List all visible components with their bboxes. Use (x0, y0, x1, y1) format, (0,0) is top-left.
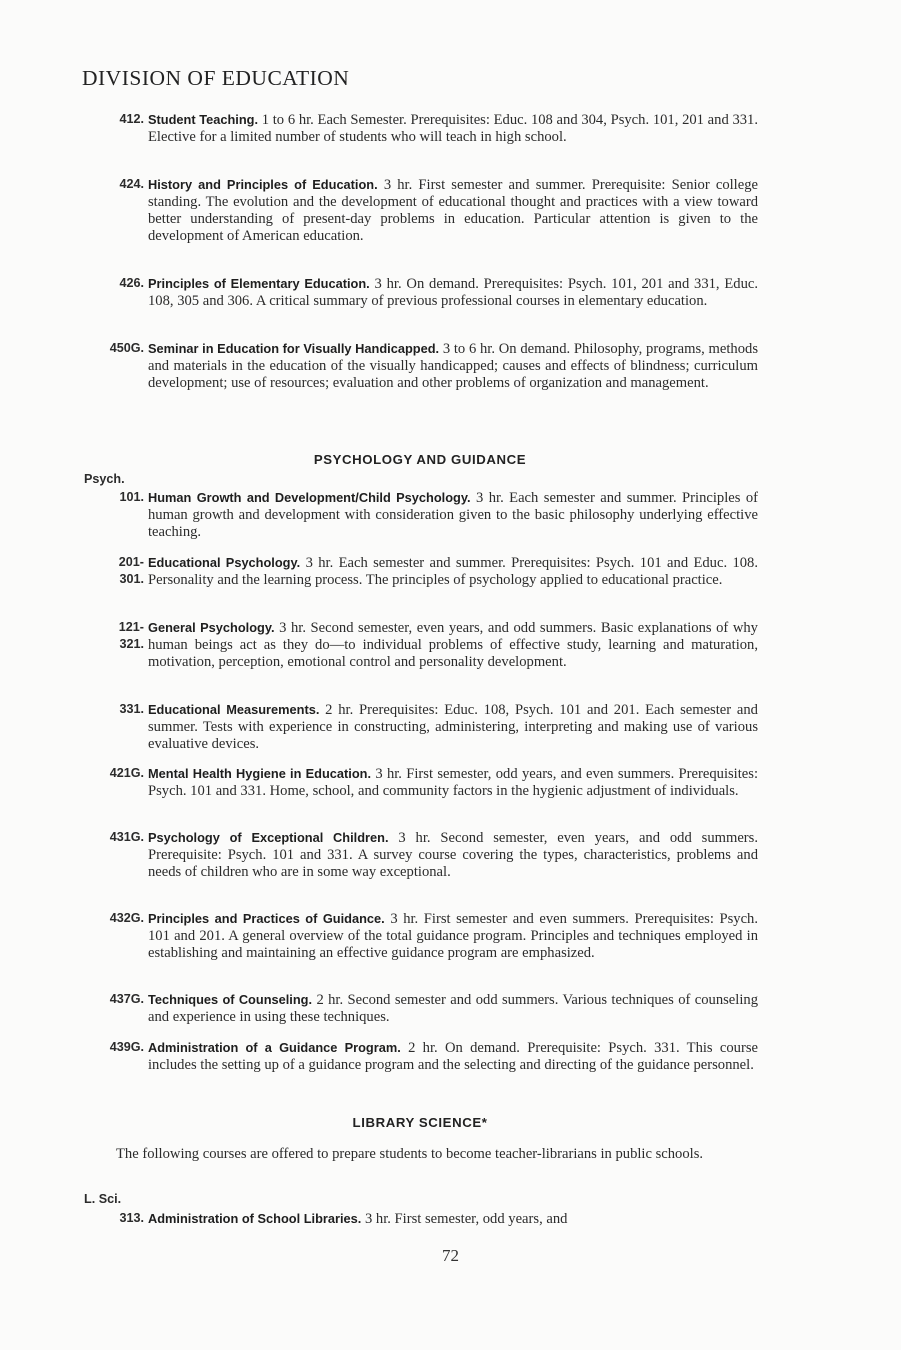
course-number: 431G. (109, 830, 144, 844)
course-number: 437G. (109, 992, 144, 1006)
course-description: 1 to 6 hr. Each Semester. Prerequisites: Educ. 108 and 304, Psych. 101, 201 and 331. Elective for a limited number of students who will teach in high school. (148, 112, 758, 145)
course-entry (82, 1210, 758, 1228)
course-description: 2 hr. Prerequisites: Educ. 108, Psych. 101 and 201. Each semester and summer. Tests with experience in constructing, administering, interpreting and making use of various evaluative devices. (148, 702, 758, 752)
section-heading-psychology: PSYCHOLOGY AND GUIDANCE (313, 452, 527, 467)
course-description: 3 hr. On demand. Prerequisites: Psych. 101, 201 and 331, Educ. 108, 305 and 306. A critical summary of previous professional courses in elementary education. (148, 276, 758, 309)
course-entry (82, 340, 758, 392)
course-title: Student Teaching. (148, 112, 259, 127)
library-intro: The following courses are offered to prepare students to become teacher-librarians in public schools. (116, 1146, 704, 1162)
course-description: 3 hr. First semester, odd years, and even summers. Prerequisites: Psych. 101 and 331. Home, school, and community factors in the hygienic adjustment of individuals. (148, 766, 758, 799)
course-number: 101. (119, 490, 144, 504)
course-number: 201- 301. (118, 555, 144, 586)
course-number: 432G. (109, 911, 144, 925)
course-number: 439G. (109, 1040, 144, 1054)
course-entry (82, 176, 758, 245)
course-description: 3 hr. Second semester, even years, and odd summers. Basic explanations of why human beings act as they do—to individual problems of effective study, learning and maturation, motivation, perception, emotional control and personality development. (148, 620, 758, 670)
page-number: 72 (442, 1246, 459, 1265)
course-entry (82, 829, 758, 881)
section-heading-library: LIBRARY SCIENCE* (352, 1115, 488, 1130)
course-description: 3 hr. Each semester and summer. Prerequisites: Psych. 101 and Educ. 108. Personality and the learning process. The principles of psychology applied to educational practice. (148, 555, 758, 588)
page-header: DIVISION OF EDUCATION (82, 66, 350, 90)
course-title: History and Principles of Education. (148, 177, 378, 192)
course-number: 421G. (109, 766, 144, 780)
course-entry (82, 489, 758, 541)
course-entry (82, 765, 758, 800)
course-title: Educational Psychology. (148, 555, 301, 570)
course-number: 450G. (109, 341, 144, 355)
course-entry (82, 554, 758, 589)
course-entry (82, 910, 758, 962)
course-description: 2 hr. On demand. Prerequisite: Psych. 331. This course includes the setting up of a guidance program and the selecting and directing of the guidance personnel. (148, 1040, 758, 1073)
course-description: 3 hr. Second semester, even years, and odd summers. Prerequisite: Psych. 101 and 331. A survey course covering the types, characteristics, problems and needs of children who are in some way exceptional. (148, 830, 758, 880)
course-description: 3 to 6 hr. On demand. Philosophy, programs, methods and materials in the education of the visually handicapped; causes and effects of blindness; curriculum development; use of resources; evaluation and other problems of organization and management. (148, 341, 758, 391)
course-description: 3 hr. First semester, odd years, and (364, 1211, 568, 1227)
course-title: Psychology of Exceptional Children. (148, 830, 389, 845)
course-title: Principles and Practices of Guidance. (148, 911, 385, 926)
course-title: General Psychology. (148, 620, 275, 635)
course-entry (82, 619, 758, 671)
course-title: Administration of a Guidance Program. (148, 1040, 401, 1055)
course-description: 3 hr. First semester and summer. Prerequisite: Senior college standing. The evolution and the development of educational thought and practices with a view toward better understanding of present-day problems in education. Particular attention is given to the development of American education. (148, 177, 758, 244)
library-label: L. Sci. (84, 1192, 122, 1206)
course-number: 331. (119, 702, 144, 716)
course-entry (82, 701, 758, 753)
course-title: Seminar in Education for Visually Handicapped. (148, 341, 440, 356)
psych-label: Psych. (84, 472, 125, 486)
course-title: Mental Health Hygiene in Education. (148, 766, 372, 781)
course-description: 3 hr. First semester and even summers. Prerequisites: Psych. 101 and 201. A general overview of the total guidance program. Principles and techniques employed in establishing and maintaining an effective guidance program are emphasized. (148, 911, 758, 961)
course-number: 424. (119, 177, 144, 191)
course-entry (82, 1039, 758, 1074)
course-description: 3 hr. Each semester and summer. Principles of human growth and development with consideration given to the basic philosophy underlying effective teaching. (148, 490, 758, 540)
course-title: Educational Measurements. (148, 702, 320, 717)
course-number: 412. (119, 112, 144, 126)
course-description: 2 hr. Second semester and odd summers. Various techniques of counseling and experience in using these techniques. (148, 992, 758, 1025)
course-title: Administration of School Libraries. (148, 1211, 362, 1226)
course-number: 426. (119, 276, 144, 290)
course-entry (82, 275, 758, 310)
course-number: 121- 321. (118, 620, 144, 651)
course-title: Human Growth and Development/Child Psychology. (148, 490, 471, 505)
course-title: Principles of Elementary Education. (148, 276, 370, 291)
course-entry (82, 111, 758, 146)
course-title: Techniques of Counseling. (148, 992, 313, 1007)
course-number: 313. (119, 1211, 144, 1225)
course-entry (82, 991, 758, 1026)
